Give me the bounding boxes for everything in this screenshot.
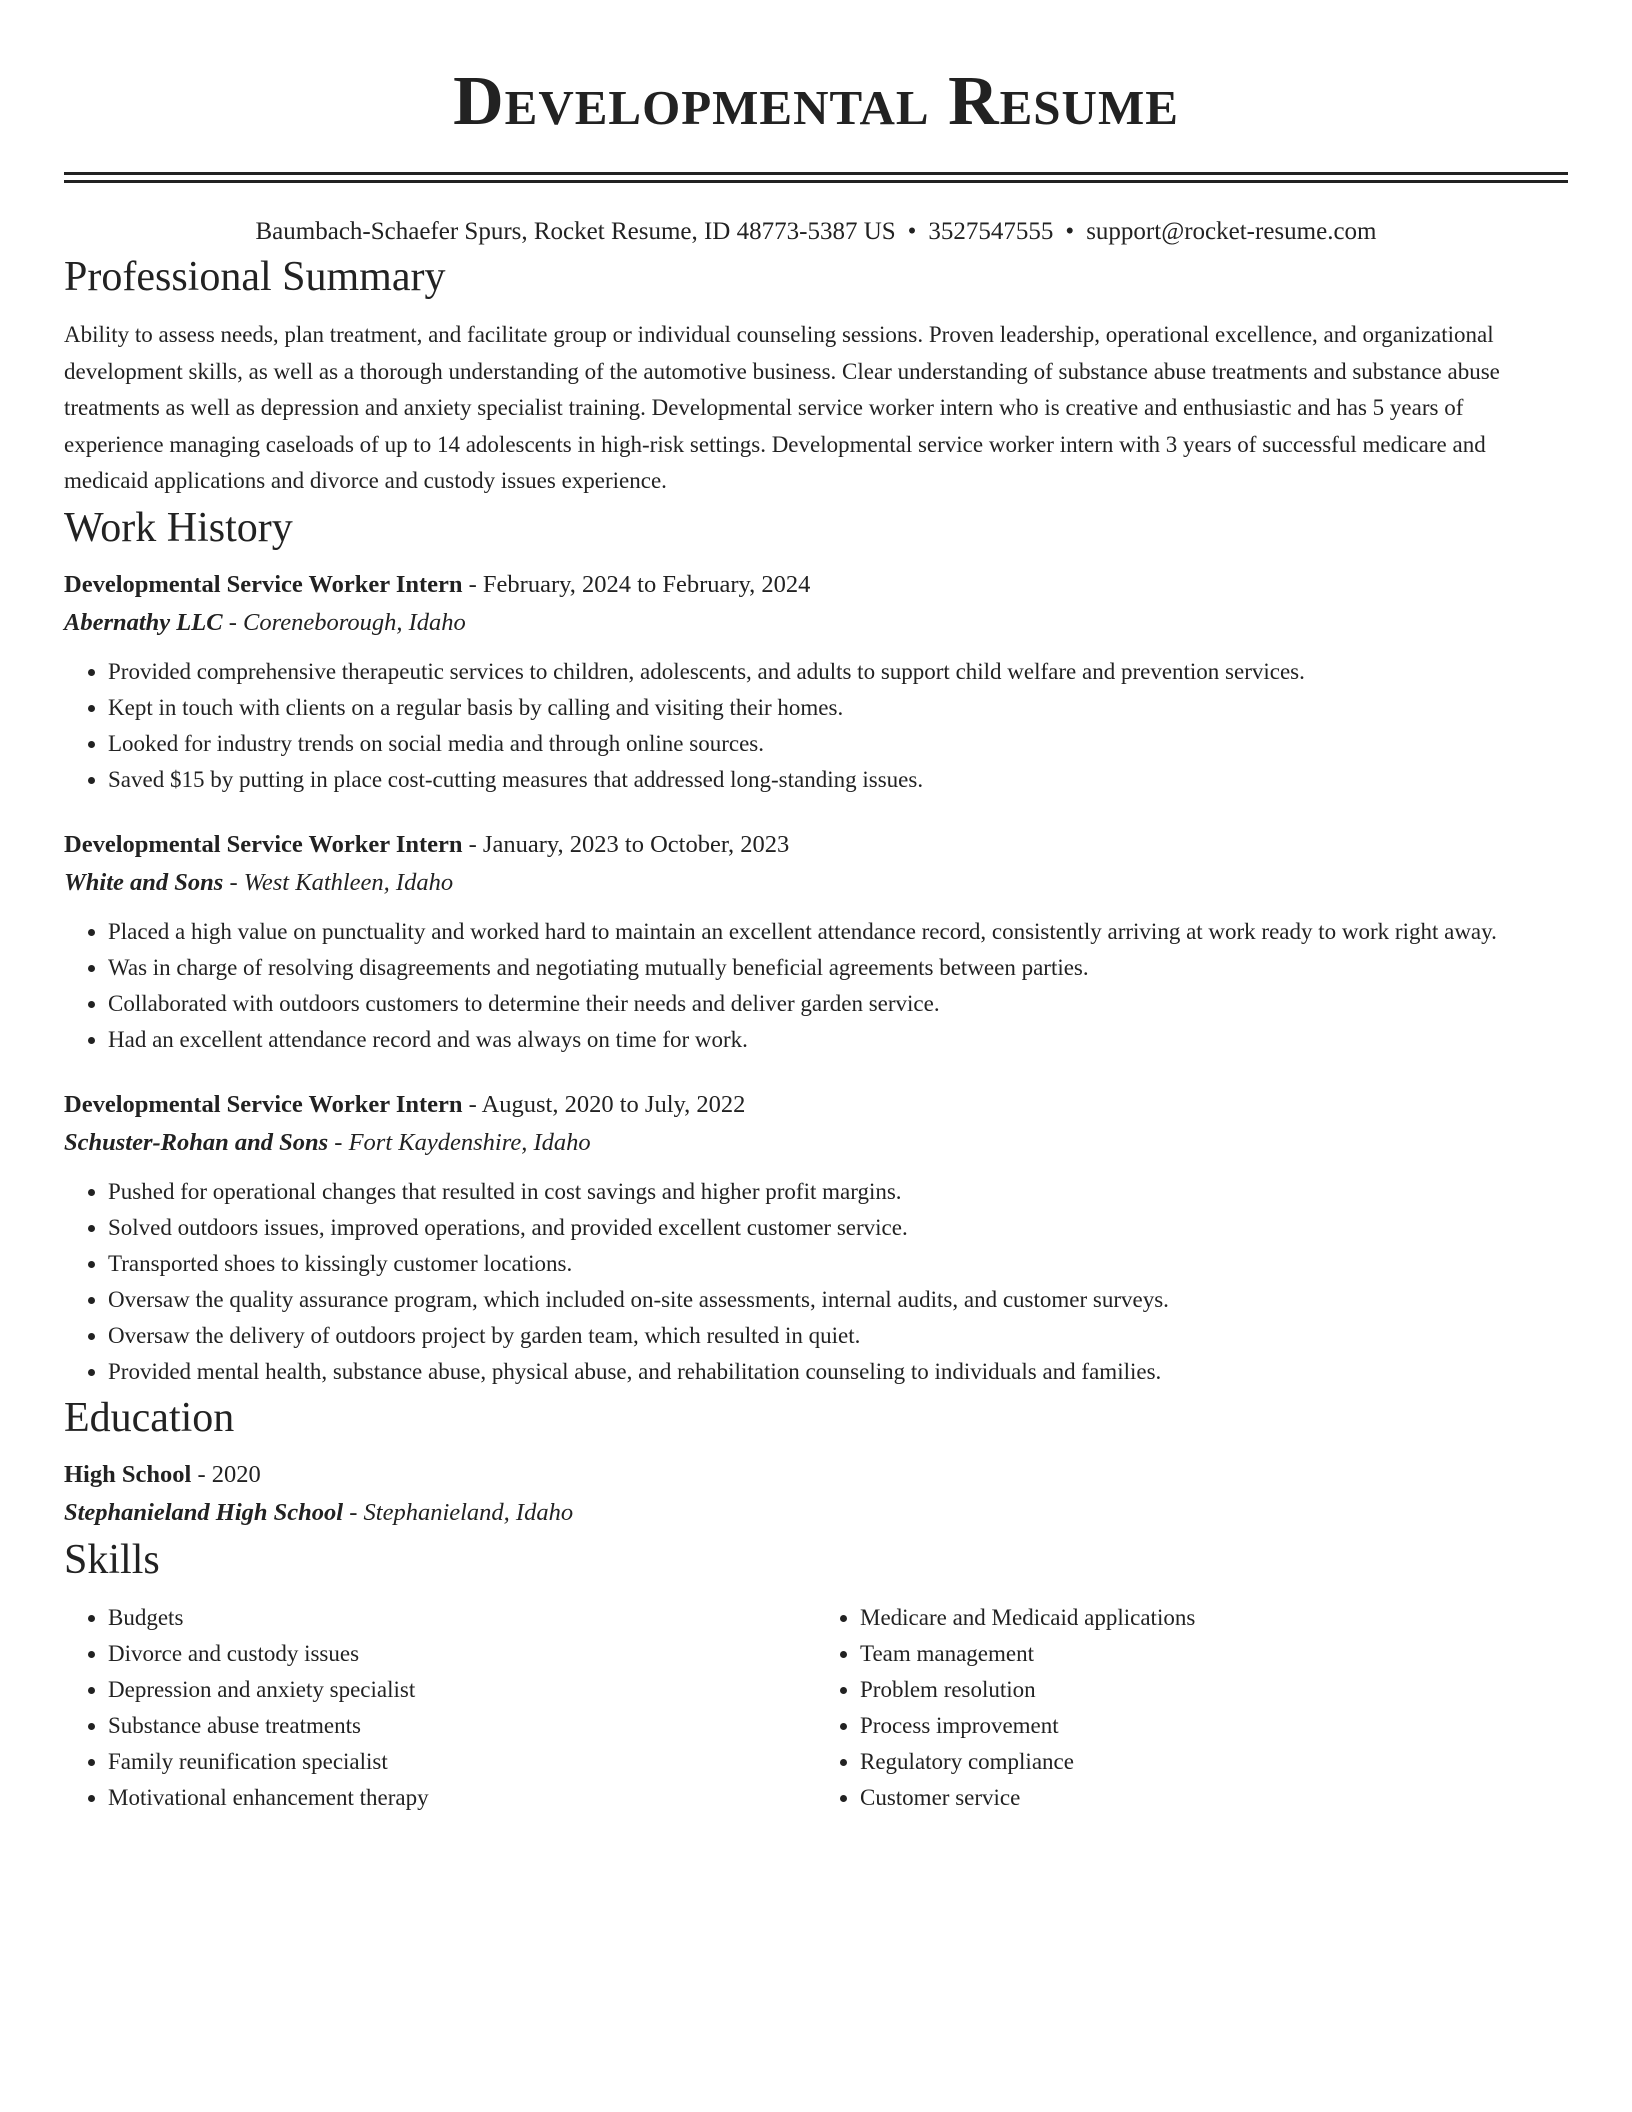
job-bullet: • Collaborated with outdoors customers to determine their needs and deliver garden service. <box>108 986 1568 1022</box>
job-company: Abernathy LLC <box>64 608 223 636</box>
job-company-line <box>64 1124 1568 1162</box>
skill-item: • Budgets <box>108 1600 816 1636</box>
skills-list-left <box>64 1600 816 1816</box>
skills-columns <box>64 1596 1568 1816</box>
job-bullet: • Solved outdoors issues, improved operations, and provided excellent customer service. <box>108 1210 1568 1246</box>
skill-item: • Process improvement <box>860 1708 1568 1744</box>
job-bullet: • Provided mental health, substance abuse, physical abuse, and rehabilitation counseling to individuals and families. <box>108 1354 1568 1390</box>
job-bullets <box>64 1174 1568 1390</box>
job-entry <box>64 566 1568 798</box>
education-degree: High School <box>64 1460 192 1488</box>
job-bullets <box>64 914 1568 1058</box>
contact-phone: 3527547555 <box>928 218 1054 245</box>
summary-text: Ability to assess needs, plan treatment, and facilitate group or individual counseling sessions. Proven leadership, operational excellence, and organizational development skills, as well as a thorough understanding of the automotive business. Clear understanding of substance abuse treatments and substance abuse treatments as well as depression and anxiety specialist training. Developmental service worker intern who is creative and enthusiastic and has 5 years of experience managing caseloads of up to 14 adolescents in high-risk settings. Developmental service worker intern with 3 years of successful medicare and medicaid applications and divorce and custody issues experience. <box>64 322 1500 493</box>
job-title-line <box>64 566 1568 604</box>
job-dates: - January, 2023 to October, 2023 <box>462 830 790 858</box>
contact-email: support@rocket-resume.com <box>1086 218 1377 245</box>
skill-item: • Depression and anxiety specialist <box>108 1672 816 1708</box>
skill-item: • Team management <box>860 1636 1568 1672</box>
job-title: Developmental Service Worker Intern <box>64 1090 463 1118</box>
job-bullet: • Saved $15 by putting in place cost-cutting measures that addressed long-standing issues. <box>108 762 1568 798</box>
job-title: Developmental Service Worker Intern <box>64 570 463 598</box>
skill-item: • Problem resolution <box>860 1672 1568 1708</box>
skill-item: • Regulatory compliance <box>860 1744 1568 1780</box>
contact-separator: • <box>907 218 917 245</box>
skill-item: • Medicare and Medicaid applications <box>860 1600 1568 1636</box>
job-bullet: • Provided comprehensive therapeutic services to children, adolescents, and adults to support child welfare and prevention services. <box>108 654 1568 690</box>
skill-item: • Divorce and custody issues <box>108 1636 816 1672</box>
contact-line <box>64 215 1568 249</box>
section-heading-education: Education <box>64 1394 235 1441</box>
section-heading-summary: Professional Summary <box>64 254 446 300</box>
job-bullet: • Pushed for operational changes that resulted in cost savings and higher profit margins. <box>108 1174 1568 1210</box>
contact-address: Baumbach-Schaefer Spurs, Rocket Resume, ID 48773-5387 US <box>255 218 896 245</box>
skill-item: • Motivational enhancement therapy <box>108 1780 816 1816</box>
skill-item: • Family reunification specialist <box>108 1744 816 1780</box>
title-double-rule <box>64 172 1568 183</box>
job-title-line <box>64 826 1568 864</box>
job-bullet: • Oversaw the delivery of outdoors project by garden team, which resulted in quiet. <box>108 1318 1568 1354</box>
job-bullet: • Transported shoes to kissingly customer locations. <box>108 1246 1568 1282</box>
job-bullet: • Placed a high value on punctuality and worked hard to maintain an excellent attendance record, consistently arriving at work ready to work right away. <box>108 914 1568 950</box>
job-entry <box>64 1086 1568 1390</box>
job-company-line <box>64 604 1568 642</box>
education-degree-line <box>64 1456 1568 1494</box>
work-history-list <box>64 566 1568 1390</box>
education-year: - 2020 <box>191 1460 261 1488</box>
job-dates: - August, 2020 to July, 2022 <box>462 1090 746 1118</box>
job-bullet: • Looked for industry trends on social media and through online sources. <box>108 726 1568 762</box>
job-company: White and Sons <box>64 868 224 896</box>
section-heading-work: Work History <box>64 504 293 551</box>
job-bullet: • Kept in touch with clients on a regular basis by calling and visiting their homes. <box>108 690 1568 726</box>
job-location: - West Kathleen, Idaho <box>223 868 454 896</box>
job-title-line <box>64 1086 1568 1124</box>
job-title: Developmental Service Worker Intern <box>64 830 463 858</box>
skill-item: • Substance abuse treatments <box>108 1708 816 1744</box>
education-school: Stephanieland High School <box>64 1498 344 1526</box>
education-entry <box>64 1456 1568 1532</box>
job-dates: - February, 2024 to February, 2024 <box>462 570 811 598</box>
job-company: Schuster-Rohan and Sons <box>64 1128 329 1156</box>
job-bullet: • Oversaw the quality assurance program, which included on-site assessments, internal audits, and customer surveys. <box>108 1282 1568 1318</box>
contact-separator: • <box>1065 218 1075 245</box>
skills-list-right <box>816 1600 1568 1816</box>
job-bullet: • Was in charge of resolving disagreements and negotiating mutually beneficial agreements between parties. <box>108 950 1568 986</box>
section-heading-skills: Skills <box>64 1536 160 1583</box>
job-company-line <box>64 864 1568 902</box>
resume-title: Developmental Resume <box>453 63 1179 140</box>
education-location: - Stephanieland, Idaho <box>343 1498 574 1526</box>
job-location: - Fort Kaydenshire, Idaho <box>328 1128 591 1156</box>
job-location: - Coreneborough, Idaho <box>222 608 466 636</box>
education-school-line <box>64 1494 1568 1532</box>
job-entry <box>64 826 1568 1058</box>
job-bullets <box>64 654 1568 798</box>
skill-item: • Customer service <box>860 1780 1568 1816</box>
job-bullet: • Had an excellent attendance record and was always on time for work. <box>108 1022 1568 1058</box>
